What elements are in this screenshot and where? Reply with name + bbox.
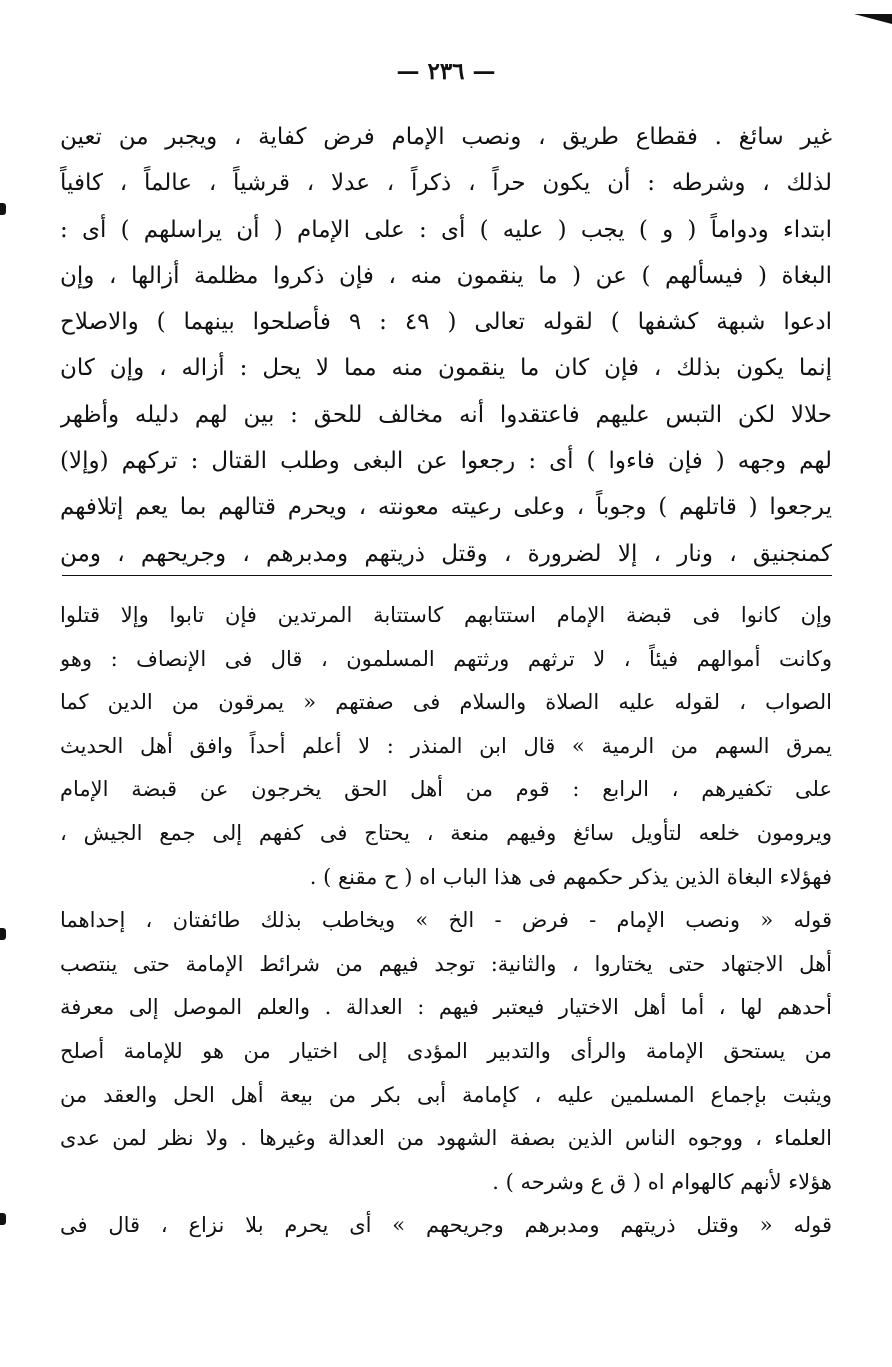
footnote-line: على تكفيرهم ، الرابع : قوم من أهل الحق يخرجون عن قبضة الإمام	[60, 777, 832, 802]
footnote-line: قوله « ونصب الإمام - فرض - الخ » ويخاطب بذلك طائفتان ، إحداهما	[60, 908, 832, 933]
main-text-line: كمنجنيق ، ونار ، إلا لضرورة ، وقتل ذريتهم ومدبرهم ، وجريحهم ، ومن	[60, 540, 832, 567]
footnote-line: أهل الاجتهاد حتى يختاروا ، والثانية: توجد فيهم من شرائط الإمامة حتى ينتصب	[60, 951, 832, 976]
footnote-line: ويرومون خلعه لتأويل سائغ وفيهم منعة ، يحتاج فى كفهم إلى جمع الجيش ،	[60, 820, 832, 845]
margin-mark	[0, 203, 6, 215]
footnote-line: العلماء ، ووجوه الناس الذين بصفة الشهود من العدالة وغيرها . ولا نظر لمن عدى	[60, 1126, 832, 1151]
footnote-line: ويثبت بإجماع المسلمين عليه ، كإمامة أبى بكر من بيعة أهل الحل والعقد من	[60, 1082, 832, 1107]
footnote-line: أحدهم لها ، أما أهل الاختيار فيعتبر فيهم : العدالة . والعلم الموصل إلى معرفة	[60, 995, 832, 1020]
footnote-divider	[62, 575, 832, 576]
footnote-line: يمرق السهم من الرمية » قال ابن المنذر : لا أعلم أحداً وافق أهل الحديث	[60, 733, 832, 758]
main-text-line: ابتداء ودواماً ( و ) يجب ( عليه ) أى : على الإمام ( أن يراسلهم ) أى :	[60, 216, 832, 243]
main-text-line: ادعوا شبهة كشفها ) لقوله تعالى ( ٤٩ : ٩ فأصلحوا بينهما ) والاصلاح	[60, 309, 832, 336]
main-text-line: يرجعوا ( قاتلهم ) وجوباً ، وعلى رعيته معونته ، ويحرم قتالهم بما يعم إتلافهم	[60, 494, 832, 521]
footnote-line: فهؤلاء البغاة الذين يذكر حكمهم فى هذا الباب اه ( ح مقنع ) .	[309, 864, 832, 889]
margin-mark	[0, 1213, 6, 1225]
footnote-line: هؤلاء لأنهم كالهوام اه ( ق ع وشرحه ) .	[492, 1169, 832, 1194]
main-text-line: البغاة ( فيسألهم ) عن ( ما ينقمون منه ، فإن ذكروا مظلمة أزالها ، وإن	[60, 262, 832, 289]
footnote-line: من يستحق الإمامة والرأى والتدبير المؤدى إلى اختيار من هو للإمامة أصلح	[60, 1038, 832, 1063]
margin-mark	[0, 928, 6, 940]
main-text-line: غير سائغ . فقطاع طريق ، ونصب الإمام فرض كفاية ، ويجبر من تعين	[60, 124, 832, 150]
main-text-line: لذلك ، وشرطه : أن يكون حراً ، ذكراً ، عدلا ، قرشياً ، عالماً ، كافياً	[60, 170, 832, 197]
footnote-line: قوله « وقتل ذريتهم ومدبرهم وجريحهم » أى يحرم بلا نزاع ، قال فى	[60, 1213, 832, 1238]
main-text-line: حلالا لكن التبس عليهم فاعتقدوا أنه مخالف للحق : بين لهم دليله وأظهر	[60, 401, 832, 428]
page-number: — ٢٣٦ —	[396, 58, 496, 85]
footnote-line: الصواب ، لقوله عليه الصلاة والسلام فى صفتهم « يمرقون من الدين كما	[60, 690, 832, 715]
footnote-line: وكانت أموالهم فيئاً ، لا ترثهم ورثتهم المسلمون ، قال فى الإنصاف : وهو	[60, 646, 832, 671]
page-corner-mark	[854, 14, 892, 30]
footnotes	[60, 594, 832, 1248]
footnote-line: وإن كانوا فى قبضة الإمام استتابهم كاستتابة المرتدين فإن تابوا وإلا قتلوا	[60, 603, 832, 627]
main-text-line: إنما يكون بذلك ، فإن كان ما ينقمون منه مما لا يحل : أزاله ، وإن كان	[60, 355, 832, 382]
main-text	[60, 114, 832, 577]
main-text-line: لهم وجهه ( فإن فاءوا ) أى : رجعوا عن البغى وطلب القتال : تركهم (وإلا)	[60, 448, 832, 475]
